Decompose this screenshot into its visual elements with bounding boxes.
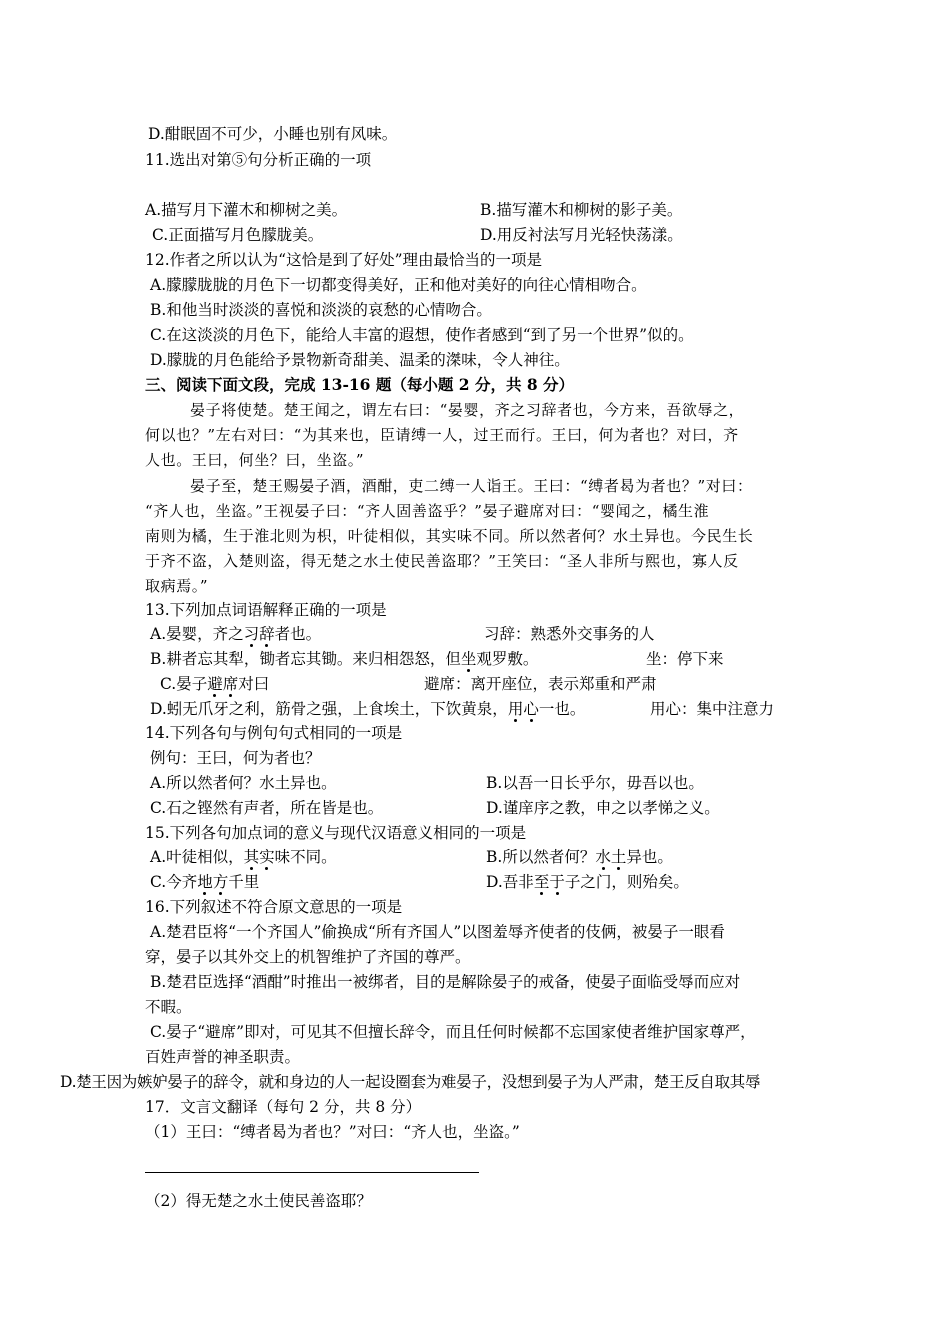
q16-option-b: B.楚君臣选择“酒酣”时推出一被绑者，目的是解除晏子的戒备，使晏子面临受辱而应对 bbox=[150, 973, 741, 991]
answer-line[interactable] bbox=[145, 1172, 479, 1173]
q17-stem: 17．文言文翻译（每句 2 分，共 8 分） bbox=[145, 1098, 422, 1116]
q15-option-c: C.今齐地方千里 bbox=[150, 873, 260, 891]
q16-option-a: A.楚君臣将“一个齐国人”偷换成“所有齐国人”以图羞辱齐使者的伎俩，被晏子一眼看 bbox=[150, 923, 725, 941]
q12-stem: 12.作者之所以认为“这恰是到了好处”理由最恰当的一项是 bbox=[145, 251, 543, 269]
q15-option-b: B.所以然者何？水土异也。 bbox=[486, 848, 673, 866]
q15-option-d: D.吾非至于子之门，则殆矣。 bbox=[486, 873, 689, 891]
q10-option-d: D.酣眠固不可少，小睡也别有风味。 bbox=[148, 125, 398, 143]
q14-option-d: D.谨庠序之教，申之以孝悌之义。 bbox=[486, 799, 720, 817]
q16-stem: 16.下列叙述不符合原文意思的一项是 bbox=[145, 898, 403, 916]
q12-option-d: D.朦胧的月色能给予景物新奇甜美、温柔的滐味，令人神往。 bbox=[150, 351, 570, 369]
q17-item-1: （1）王曰：“缚者曷为者也？”对曰：“齐人也，坐盗。” bbox=[145, 1123, 520, 1141]
passage-line: 取病焉。” bbox=[145, 577, 209, 595]
q11-stem: 11.选出对第⑤句分析正确的一项 bbox=[145, 151, 372, 169]
q16-option-b-cont: 不暇。 bbox=[145, 998, 192, 1016]
q13-option-a: A.晏婴，齐之习辞者也。 bbox=[150, 625, 322, 643]
q13-option-d-gloss: 用心：集中注意力 bbox=[650, 700, 775, 718]
passage-line: 人也。王曰，何坐？曰，坐盗。” bbox=[145, 451, 365, 469]
q14-example: 例句：王曰，何为者也？ bbox=[150, 749, 321, 767]
q11-option-d: D.用反衬法写月光轻快荡漾。 bbox=[480, 226, 683, 244]
passage-line: 晏子将使楚。楚王闻之，谓左右曰：“晏婴，齐之习辞者也，今方来，吾欲辱之， bbox=[190, 401, 745, 419]
q11-option-b: B.描写灌木和柳树的影子美。 bbox=[480, 201, 683, 219]
section-three-heading: 三、阅读下面文段，完成 13-16 题（每小题 2 分，共 8 分） bbox=[145, 375, 575, 394]
passage-line: 晏子至，楚王赐晏子酒，酒酣，吏二缚一人诣王。王曰：“缚者曷为者也？”对曰： bbox=[190, 477, 753, 495]
q13-option-b: B.耕者忘其犁，锄者忘其锄。来归相怨怒，但坐观罗敷。 bbox=[150, 650, 539, 668]
q14-option-c: C.石之铿然有声者，所在皆是也。 bbox=[150, 799, 384, 817]
q16-option-c: C.晏子“避席”即对，可见其不但擅长辞令，而且任何时候都不忘国家使者维护国家尊严， bbox=[150, 1023, 756, 1041]
q13-stem: 13.下列加点词语解释正确的一项是 bbox=[145, 601, 387, 619]
q13-option-d: D.蚓无爪牙之利，筋骨之强，上食埃土，下饮黄泉，用心一也。 bbox=[150, 700, 586, 718]
passage-line: “齐人也，坐盗。”王视晏子曰：“齐人固善盗乎？”晏子避席对曰：“婴闻之，橘生淮 bbox=[145, 502, 710, 520]
q14-option-a: A.所以然者何？水土异也。 bbox=[150, 774, 337, 792]
passage-line: 何以也？”左右对曰：“为其来也，臣请缚一人，过王而行。王曰，何为者也？对曰，齐 bbox=[145, 426, 739, 444]
q13-option-b-gloss: 坐：停下来 bbox=[646, 650, 724, 668]
q16-option-a-cont: 穿，晏子以其外交上的机智维护了齐国的尊严。 bbox=[145, 948, 471, 966]
q14-stem: 14.下列各句与例句句式相同的一项是 bbox=[145, 724, 403, 742]
q13-option-c-gloss: 避席：离开座位，表示郑重和严肃 bbox=[424, 675, 657, 693]
q12-option-a: A.朦朦胧胧的月色下一切都变得美好，正和他对美好的向往心情相吻合。 bbox=[150, 276, 647, 294]
q12-option-c: C.在这淡淡的月色下，能给人丰富的遐想，使作者感到“到了另一个世界”似的。 bbox=[150, 326, 694, 344]
q12-option-b: B.和他当时淡淡的喜悦和淡淡的哀愁的心情吻合。 bbox=[150, 301, 492, 319]
passage-line: 于齐不盗，入楚则盗，得无楚之水土使民善盗耶？”王笑曰：“圣人非所与熙也，寡人反 bbox=[145, 552, 739, 570]
q13-option-a-gloss: 习辞：熟悉外交事务的人 bbox=[484, 625, 655, 643]
q17-item-2: （2）得无楚之水土使民善盗耶？ bbox=[145, 1192, 372, 1210]
passage-line: 南则为橘，生于淮北则为枳，叶徒相似，其实味不同。所以然者何？水土异也。今民生长 bbox=[145, 527, 754, 545]
q11-option-c: C.正面描写月色朦胧美。 bbox=[152, 226, 324, 244]
q16-option-c-cont: 百姓声誉的神圣职责。 bbox=[145, 1048, 301, 1066]
q15-stem: 15.下列各句加点词的意义与现代汉语意义相同的一项是 bbox=[145, 824, 527, 842]
q15-option-a: A.叶徒相似，其实味不同。 bbox=[150, 848, 337, 866]
q13-option-c: C.晏子避席对曰 bbox=[160, 675, 270, 693]
q16-option-d: D.楚王因为嫉妒晏子的辞令，就和身边的人一起设圈套为难晏子，没想到晏子为人严肃，楚王反自取其辱 bbox=[60, 1073, 761, 1091]
q14-option-b: B.以吾一日长乎尔，毋吾以也。 bbox=[486, 774, 704, 792]
q11-option-a: A.描写月下灌木和柳树之美。 bbox=[145, 201, 348, 219]
